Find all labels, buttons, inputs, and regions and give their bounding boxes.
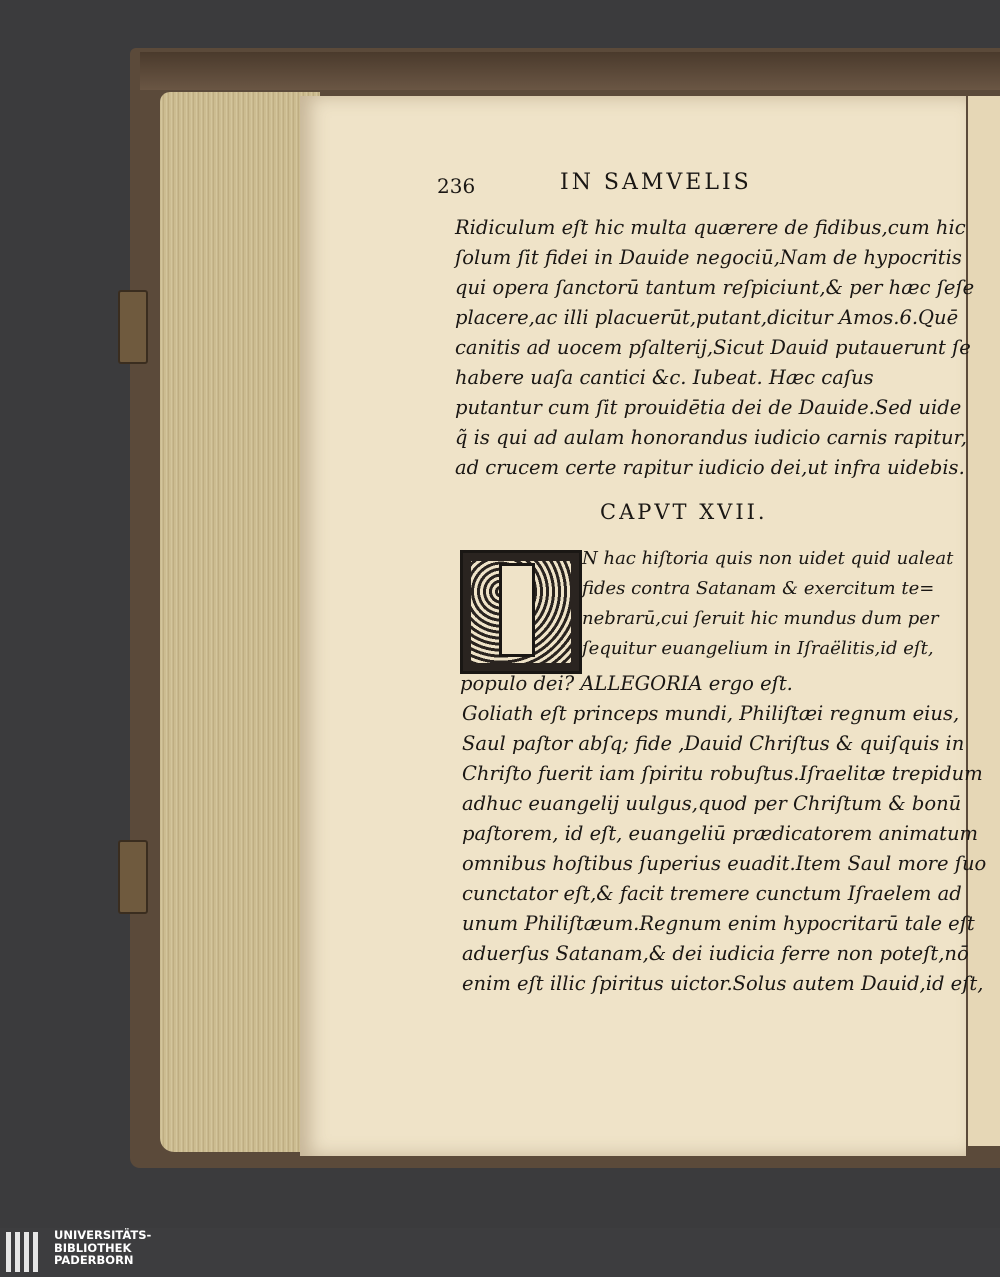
text-line: placere,ac illi placuerūt,putant,dicitur Amos.6.Quē bbox=[455, 306, 959, 329]
text-line: Chriſto fuerit iam ſpiritu robuſtus.Iſraelitæ trepidum bbox=[462, 762, 983, 785]
upper-clasp bbox=[118, 290, 148, 364]
text-line: q̃ is qui ad aulam honorandus iudicio carnis rapitur, bbox=[455, 426, 967, 449]
text-line: enim eſt illic ſpiritus uictor.Solus autem Dauid,id eſt, bbox=[462, 972, 984, 995]
library-name-line2: BIBLIOTHEK bbox=[54, 1240, 132, 1255]
text-line: putantur cum ſit prouidētia dei de Dauide.Sed uide bbox=[455, 396, 962, 419]
text-line: adhuc euangelij uulgus,quod per Chriſtum & bonū bbox=[462, 792, 962, 815]
text-line: nebrarū,cui ſeruit hic mundus dum per bbox=[582, 608, 939, 629]
chapter-heading: CAPVT XVII. bbox=[600, 500, 768, 524]
library-name-line3: PADERBORN bbox=[54, 1253, 134, 1267]
university-library-logo-icon bbox=[6, 1232, 46, 1272]
text-line: fides contra Satanam & exercitum te= bbox=[582, 578, 935, 599]
page-edges bbox=[160, 92, 320, 1152]
text-line: ſolum ſit fidei in Dauide negociū,Nam de hypocritis bbox=[455, 246, 962, 269]
text-line: N hac hiſtoria quis non uidet quid ualeat bbox=[582, 548, 954, 569]
text-line: unum Philiſtæum.Regnum enim hypocritarū tale eſt bbox=[462, 912, 975, 935]
library-name-line1: UNIVERSITÄTS- bbox=[54, 1228, 152, 1242]
text-line: habere uaſa cantici &c. Iubeat. Hæc caſus bbox=[455, 366, 874, 389]
text-line: populo dei? ALLEGORIA ergo eſt. bbox=[460, 672, 793, 695]
text-line: ſequitur euangelium in Iſraëlitis,id eſt, bbox=[582, 638, 934, 659]
text-line: aduerſus Satanam,& dei iudicia ferre non poteſt,nō bbox=[462, 942, 969, 965]
text-line: cunctator eſt,& facit tremere cunctum Iſraelem ad bbox=[462, 882, 962, 905]
text-line: Ridiculum eſt hic multa quærere de fidibus,cum hic bbox=[455, 216, 966, 239]
text-line: Saul paſtor abſq; fide ,Dauid Chriſtus & quiſquis in bbox=[462, 732, 965, 755]
text-line: canitis ad uocem pſalterij,Sicut Dauid putauerunt ſe bbox=[455, 336, 971, 359]
running-head: IN SAMVELIS bbox=[560, 170, 752, 195]
decorated-initial-i-icon bbox=[460, 550, 582, 674]
page-number: 236 bbox=[437, 174, 476, 198]
text-line: paſtorem, id eſt, euangeliū prædicatorem animatum bbox=[462, 822, 979, 845]
text-line: omnibus hoſtibus ſuperius euadit.Item Saul more ſuo bbox=[462, 852, 987, 875]
text-line: Goliath eſt princeps mundi, Philiſtæi regnum eius, bbox=[462, 702, 960, 725]
lower-clasp bbox=[118, 840, 148, 914]
text-line: ad crucem certe rapitur iudicio dei,ut infra uidebis. bbox=[455, 456, 965, 479]
text-line: qui opera ſanctorū tantum reſpiciunt,& per hæc ſeſe bbox=[455, 276, 975, 299]
book-cover-top-edge bbox=[140, 52, 1000, 90]
initial-letter-stem bbox=[499, 563, 535, 657]
library-name bbox=[54, 1229, 151, 1267]
